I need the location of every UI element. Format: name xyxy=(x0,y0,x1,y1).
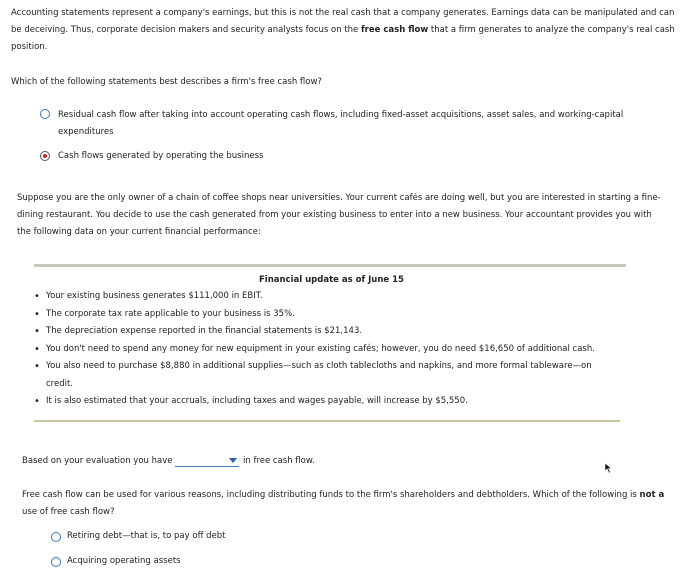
list-item: • The depreciation expense reported in the financial statements is $21,143. xyxy=(34,323,624,341)
question1-prompt: Which of the following statements best describes a firm's free cash flow? xyxy=(11,77,322,87)
mouse-cursor-icon xyxy=(604,462,614,474)
radio-button[interactable] xyxy=(51,532,61,542)
question2-option-2[interactable] xyxy=(51,556,181,566)
option-label: Acquiring operating assets xyxy=(67,556,181,566)
financial-update-title: Financial update as of June 15 xyxy=(259,275,404,285)
radio-button[interactable] xyxy=(51,557,61,567)
list-item: • Your existing business generates $111,000 in EBIT. xyxy=(34,288,624,306)
divider-top xyxy=(34,264,626,267)
list-item: • The corporate tax rate applicable to your business is 35%. xyxy=(34,306,624,324)
question2-text: Free cash flow can be used for various reasons, including distributing funds to the firm's shareholders and debtholders. Which of the following is xyxy=(22,490,640,500)
intro-text-end: that a firm generates to analyze the company's real cash position. xyxy=(11,25,675,52)
radio-button[interactable] xyxy=(40,109,50,119)
intro-paragraph xyxy=(11,5,687,56)
intro-bold-term: free cash flow xyxy=(360,25,429,35)
question2-text-end: use of free cash flow? xyxy=(22,507,115,517)
list-item: • It is also estimated that your accruals, including taxes and wages payable, will increase by $5,550. xyxy=(34,393,624,411)
scenario-paragraph: Suppose you are the only owner of a chain of coffee shops near universities. Your current cafés are doing well, but you are interested in starting a fine-dining restaurant. You decide to use the cash generated from your existing business to enter into a new business. Your accountant provides you with the following data on your current financial performance: xyxy=(17,193,661,237)
question1-option-1[interactable] xyxy=(40,107,660,141)
question2-prompt xyxy=(22,487,672,521)
question2-option-1[interactable] xyxy=(51,531,225,541)
evaluation-after: in free cash flow. xyxy=(243,456,315,466)
free-cash-flow-dropdown[interactable] xyxy=(175,456,239,467)
option-label: Cash flows generated by operating the business xyxy=(58,151,264,161)
question1-option-2[interactable] xyxy=(40,148,660,165)
question2-bold: not a xyxy=(639,490,665,500)
financial-update-list xyxy=(34,288,624,411)
list-item: • You don't need to spend any money for new equipment in your existing cafés; however, you do need $16,650 of additional cash. xyxy=(34,341,624,359)
option-label: Retiring debt—that is, to pay off debt xyxy=(67,531,226,541)
chevron-down-icon[interactable] xyxy=(229,458,237,463)
intro-text: Accounting statements represent a company's earnings, but this is not the real cash that a company generates. Earnings data can be manipulated and can be deceiving. Thus, corporate decision makers and security analysts focus on the xyxy=(11,8,675,35)
divider-bottom xyxy=(34,420,620,422)
option-label: Residual cash flow after taking into account operating cash flows, including fixed-asset acquisitions, asset sales, and working-capital expenditures xyxy=(58,110,624,137)
evaluation-before: Based on your evaluation you have xyxy=(22,456,173,466)
radio-button-selected[interactable] xyxy=(40,151,50,161)
list-item: • You also need to purchase $8,880 in additional supplies—such as cloth tablecloths and napkins, and more formal tableware—on credit. xyxy=(34,358,606,393)
